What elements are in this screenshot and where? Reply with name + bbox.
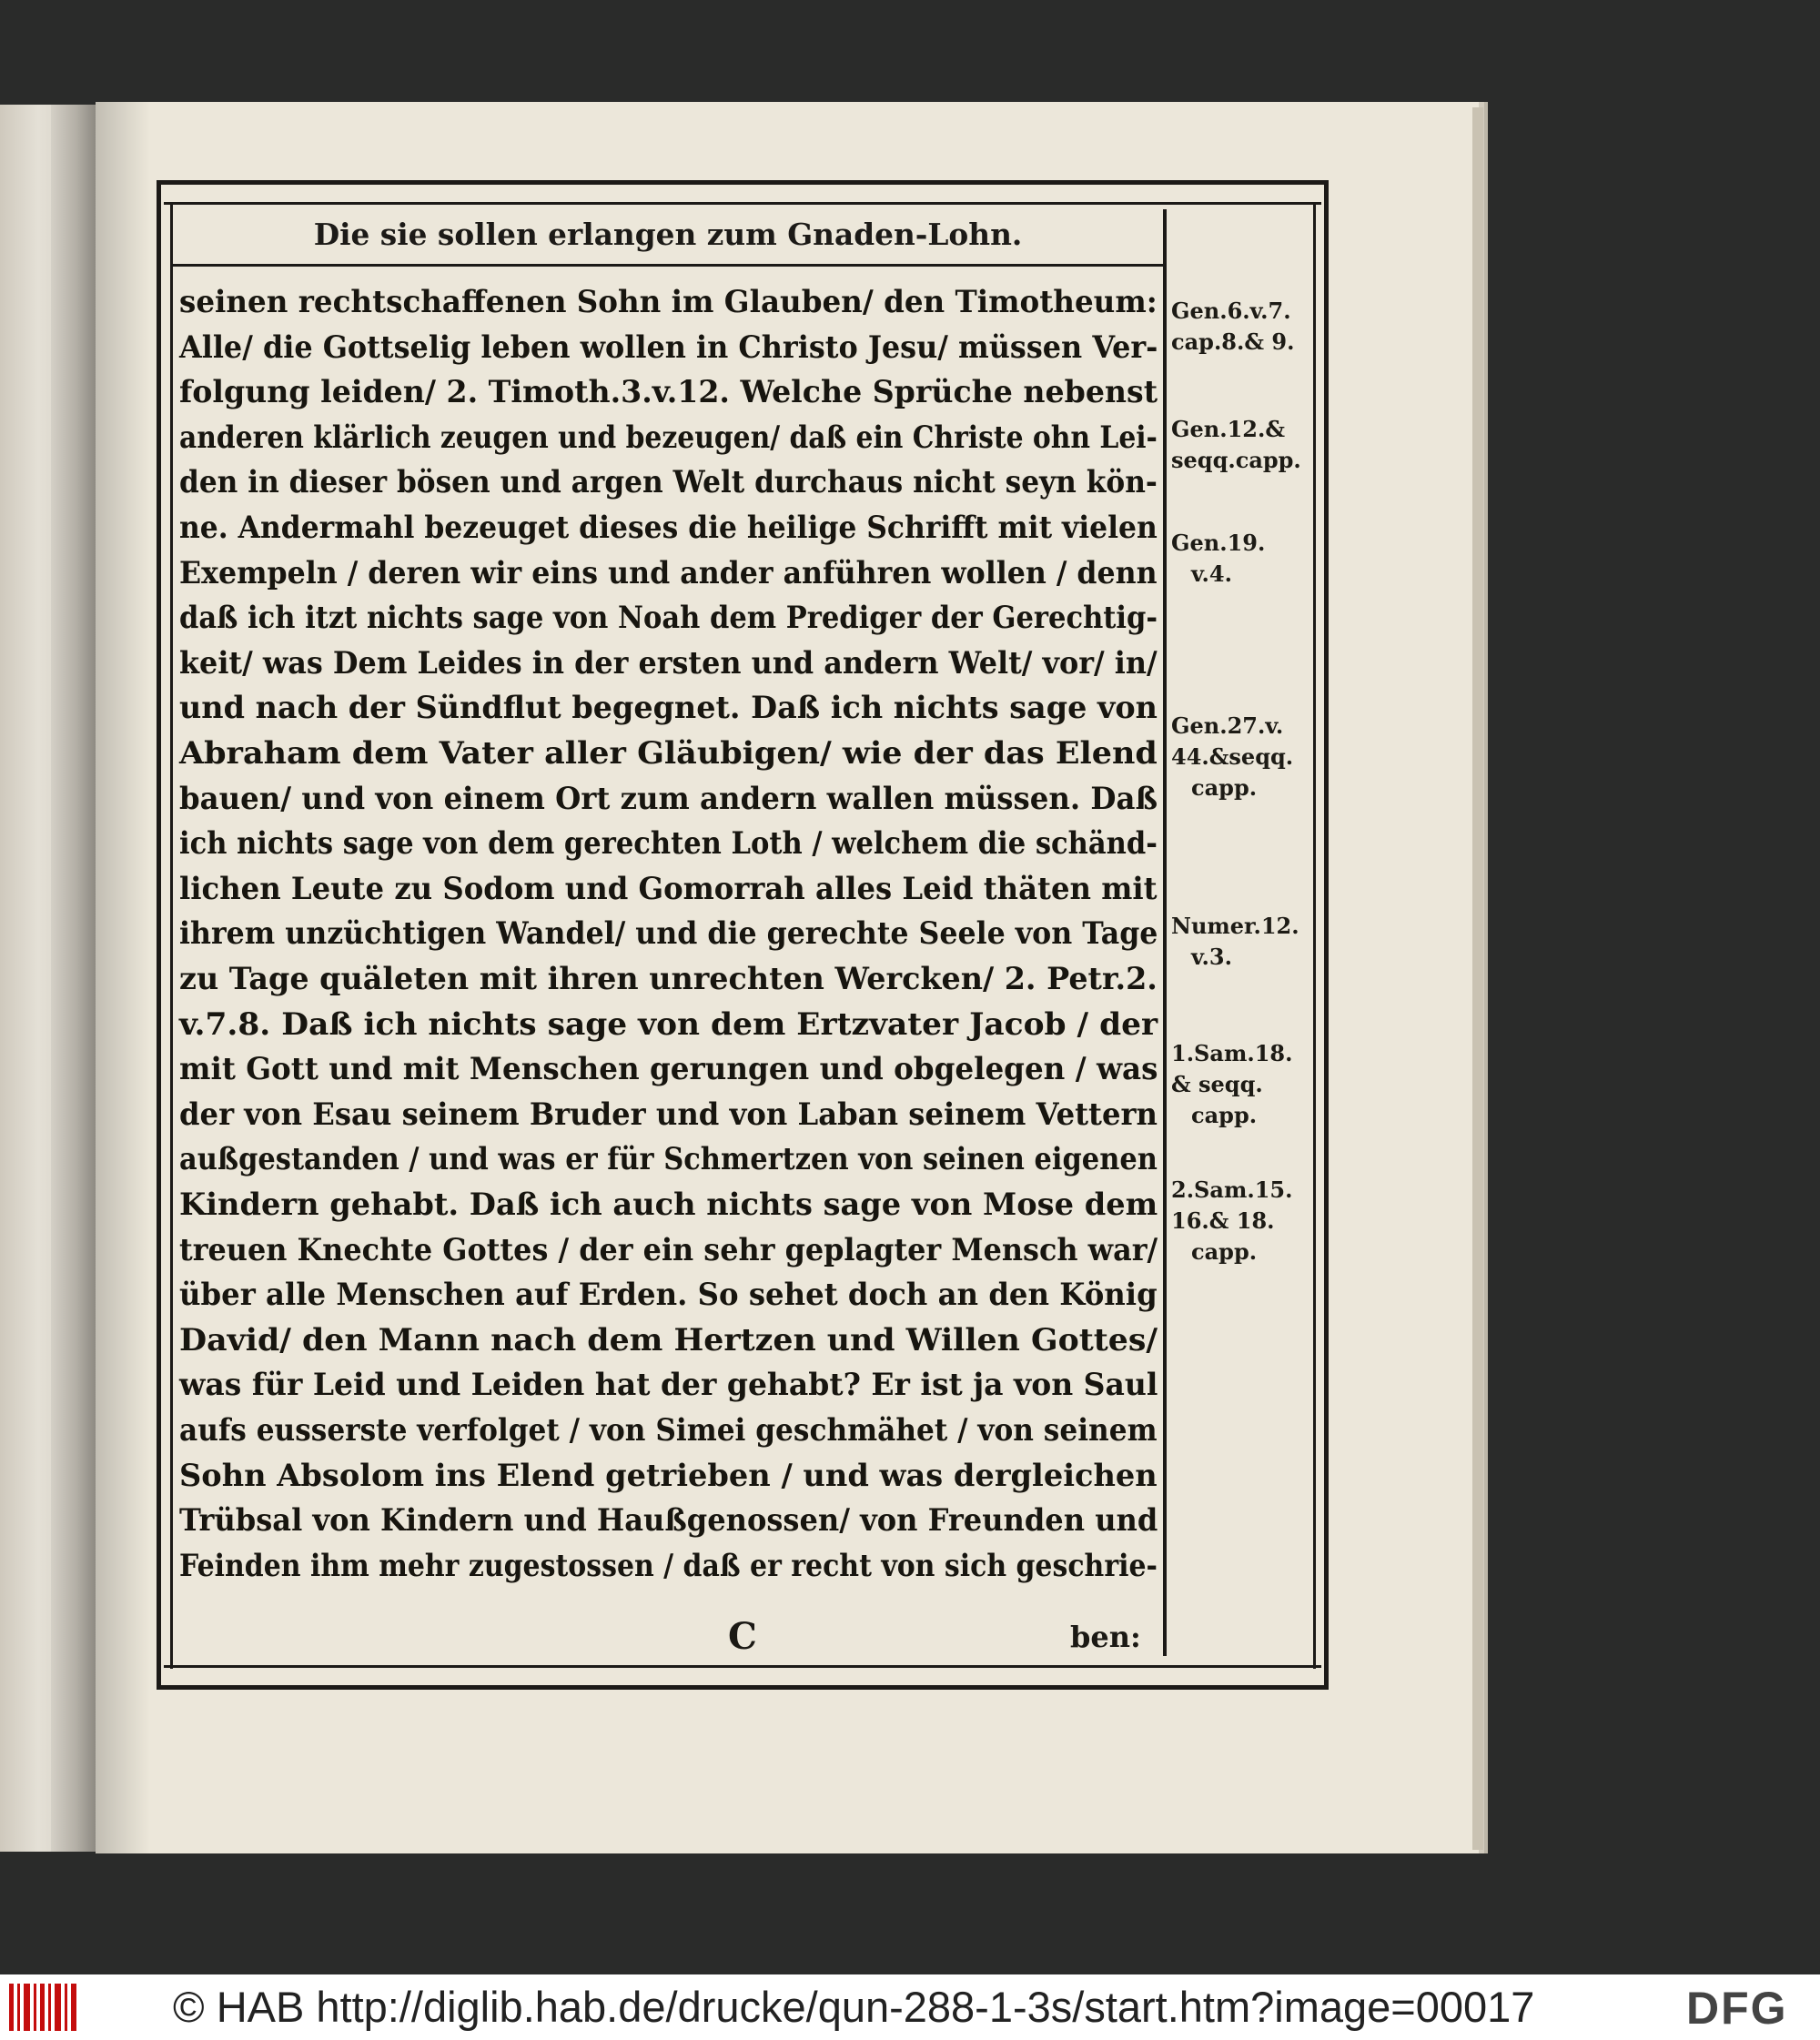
body-line: folgung leiden/ 2. Timoth.3.v.12. Welche Sprüche nebenst [179,374,1158,411]
frame-top-rule-inner [164,202,1321,205]
body-line: der von Esau seinem Bruder und von Laban seinem Vettern [179,1096,1158,1133]
page-gutter-shadow [96,102,150,1853]
running-head: Die sie sollen erlangen zum Gnaden-Lohn. [313,217,1023,252]
running-head-area [173,217,1163,262]
body-line: David/ den Mann nach dem Hertzen und Willen Gottes/ [179,1321,1158,1358]
body-line: und nach der Sündflut begegnet. Daß ich nichts sage von [179,690,1158,727]
body-line: bauen/ und von einem Ort zum andern wallen müssen. Daß [179,780,1158,817]
frame-bottom-rule-outer [157,1685,1329,1690]
marginal-note-line: capp. [1191,1102,1258,1128]
marginal-note-line: v.4. [1191,560,1232,587]
marginal-note-line: Gen.12.& [1171,416,1285,442]
body-line: den in dieser bösen und argen Welt durchaus nicht seyn kön- [179,464,1158,501]
marginal-note-line: 16.& 18. [1171,1207,1275,1234]
body-line: ich nichts sage von dem gerechten Loth / welchem die schänd- [179,825,1158,863]
body-line: mit Gott und mit Menschen gerungen und obgelegen / was [179,1051,1158,1088]
body-line: v.7.8. Daß ich nichts sage von dem Ertzvater Jacob / der [179,1005,1158,1043]
marginal-note-line: capp. [1191,774,1258,801]
body-line: seinen rechtschaffenen Sohn im Glauben/ den Timotheum: [179,284,1158,320]
frame-left-rule-outer [157,180,161,1689]
body-line: über alle Menschen auf Erden. So sehet doch an den König [179,1277,1158,1314]
marginal-note-line: cap.8.& 9. [1171,328,1295,355]
footer-bar [0,1974,1820,2040]
body-line: Abraham dem Vater aller Gläubigen/ wie der das Elend [179,735,1158,772]
catchword: ben: [1070,1620,1141,1654]
copyright-credit: © HAB http://diglib.hab.de/drucke/qun-288-1-3s/start.htm?image=00017 [173,1983,1535,2031]
body-line: treuen Knechte Gottes / der ein sehr geplagter Mensch war/ [179,1231,1158,1268]
body-line: außgestanden / und was er für Schmertzen von seinen eigenen [179,1141,1158,1178]
frame-bottom-rule-inner [164,1665,1321,1668]
body-line: ne. Andermahl bezeuget dieses die heilige Schrifft mit vielen [179,510,1158,546]
frame-left-rule-inner [170,202,173,1669]
marginal-note-line: v.3. [1191,944,1232,970]
body-line: Alle/ die Gottselig leben wollen in Christo Jesu/ müssen Ver- [179,328,1158,366]
marginal-notes [1171,284,1309,1621]
body-line: keit/ was Dem Leides in der ersten und andern Welt/ vor/ in/ [179,644,1158,682]
marginal-note-line: Numer.12. [1171,913,1299,939]
body-line: ihrem unzüchtigen Wandel/ und die gerechte Seele von Tage [179,915,1158,953]
head-separator-rule [173,264,1163,267]
marginal-note-line: Gen.6.v.7. [1171,298,1291,324]
body-line: Trübsal von Kindern und Haußgenossen/ von Freunden und [179,1502,1158,1540]
frame-right-rule-inner [1313,202,1316,1669]
marginal-note-line: 1.Sam.18. [1171,1040,1293,1066]
marginal-note-line: & seqq. [1171,1071,1263,1097]
frame-right-rule-outer [1324,180,1329,1689]
previous-page-shadow [51,105,96,1852]
marginal-note-line: 2.Sam.15. [1171,1177,1293,1203]
marginal-note-line: 44.&seqq. [1171,743,1294,770]
body-line: aufs eusserste verfolget / von Simei geschmähet / von seinem [179,1412,1158,1449]
dfg-logo: DFG [1686,1983,1788,2034]
body-line: lichen Leute zu Sodom und Gomorrah alles Leid thäten mit [179,870,1158,907]
marginal-note-line: seqq.capp. [1171,447,1301,473]
margin-column-rule [1163,209,1167,1656]
frame-top-rule-outer [157,180,1329,185]
body-line: daß ich itzt nichts sage von Noah dem Prediger der Gerechtig- [179,600,1158,637]
body-line: Feinden ihm mehr zugestossen / daß er recht von sich geschrie- [179,1547,1158,1584]
marginal-note-line: capp. [1191,1238,1258,1265]
marginal-note-line: Gen.19. [1171,530,1266,556]
barcode-icon [9,1984,77,2031]
body-line: Exempeln / deren wir eins und ander anführen wollen / denn [179,554,1158,591]
body-line: Kindern gehabt. Daß ich auch nichts sage von Mose dem [179,1187,1158,1223]
body-line: was für Leid und Leiden hat der gehabt? Er ist ja von Saul [179,1367,1158,1404]
body-line: Sohn Absolom ins Elend getrieben / und was dergleichen [179,1457,1158,1494]
body-line: anderen klärlich zeugen und bezeugen/ daß ein Christe ohn Lei- [179,419,1158,456]
signature-mark: C [728,1615,757,1658]
body-text [179,284,1162,1621]
page-fore-edge [1472,107,1483,1850]
marginal-note-line: Gen.27.v. [1171,712,1284,739]
body-line: zu Tage quäleten mit ihren unrechten Wercken/ 2. Petr.2. [179,961,1158,997]
